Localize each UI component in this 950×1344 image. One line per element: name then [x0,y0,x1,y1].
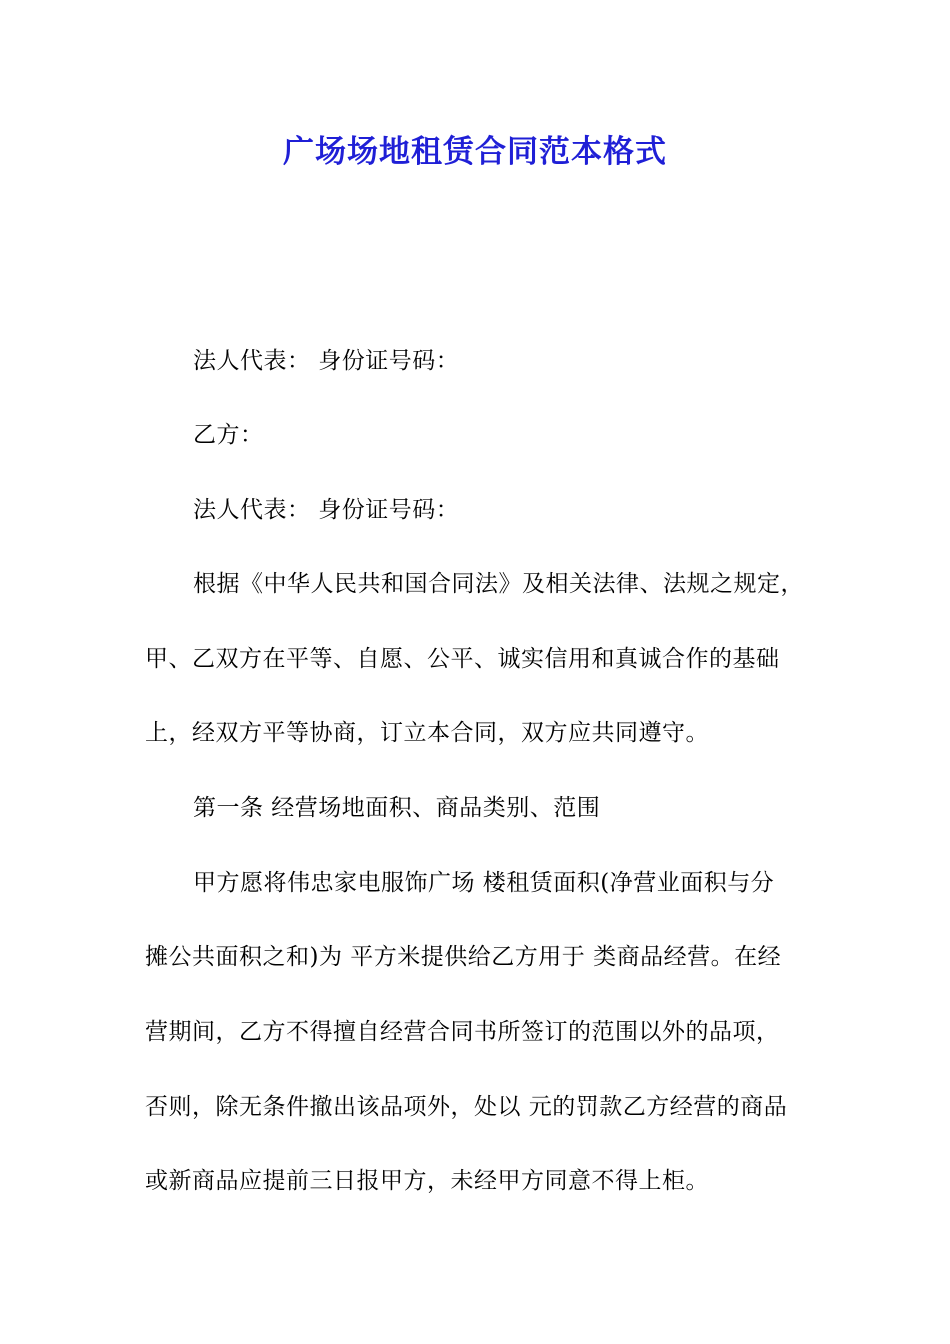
paragraph-2-line-2: 摊公共面积之和)为 平方米提供给乙方用于 类商品经营。在经 [145,944,782,970]
paragraph-1-line-1: 根据《中华人民共和国合同法》及相关法律、法规之规定， [193,571,804,597]
party-b-line: 乙方： [193,422,264,448]
paragraph-2-line-3: 营期间，乙方不得擅自经营合同书所签订的范围以外的品项， [145,1019,780,1045]
paragraph-2-line-4: 否则，除无条件撤出该品项外，处以 元的罚款乙方经营的商品 [145,1094,788,1120]
article-1-heading: 第一条 经营场地面积、商品类别、范围 [193,795,601,821]
paragraph-2-line-5: 或新商品应提前三日报甲方，未经甲方同意不得上柜。 [145,1168,709,1194]
legal-representative-line-a: 法人代表： 身份证号码： [193,348,460,374]
document-title: 广场场地租赁合同范本格式 [283,134,667,170]
legal-representative-line-b: 法人代表： 身份证号码： [193,497,460,523]
paragraph-1-line-2: 甲、乙双方在平等、自愿、公平、诚实信用和真诚合作的基础 [145,646,780,672]
paragraph-1-line-3: 上，经双方平等协商，订立本合同，双方应共同遵守。 [145,720,709,746]
paragraph-2-line-1: 甲方愿将伟忠家电服饰广场 楼租赁面积(净营业面积与分 [193,870,775,896]
